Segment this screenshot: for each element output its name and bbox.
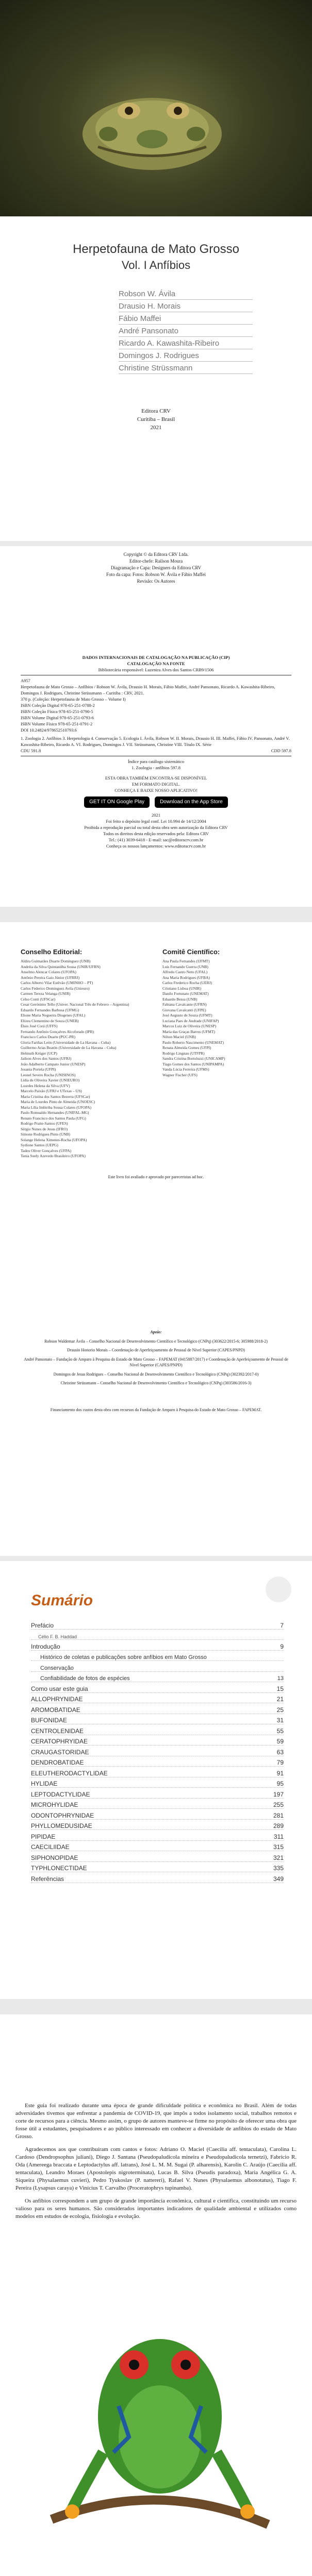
council-member: Fernando Antônio Gonçalves Alcoforado (IPB) bbox=[21, 1029, 94, 1034]
toc-entry[interactable] bbox=[31, 1672, 284, 1683]
toc-entry[interactable] bbox=[31, 1651, 284, 1662]
toc-entry-label: Como usar este guia bbox=[31, 1685, 88, 1692]
council-member: Carlos Alberto Vilar Estêvão (UMINHO – PT) bbox=[21, 980, 93, 985]
toc-entry-label: PHYLLOMEDUSIDAE bbox=[31, 1822, 92, 1829]
toc-entry[interactable] bbox=[31, 1799, 284, 1809]
council-member: Cesar Gerónimo Tello (Univer. Nacional Três de Febrero – Argentina) bbox=[21, 1002, 129, 1007]
toc-entry-label: Introdução bbox=[31, 1642, 60, 1650]
digital-note: CONHEÇA E BAIXE NOSSO APLICATIVO! bbox=[114, 788, 198, 793]
catalog-isbn: ISBN Volume Físico 978-65-251-0791-2 bbox=[21, 721, 93, 726]
toc-entry-label: CRAUGASTORIDAE bbox=[31, 1748, 89, 1756]
catalog-isbn: ISBN Volume Digital 978-65-251-0793-6 bbox=[21, 715, 94, 720]
toc-entry-label: Prefácio bbox=[31, 1621, 54, 1629]
toc-entry-label: Histórico de coletas e publicações sobre anfíbios em Mato Grosso bbox=[40, 1654, 207, 1660]
author-name: Fábio Maffei bbox=[119, 313, 253, 325]
tree-frog-illustration bbox=[41, 2282, 278, 2550]
toc-entry-page: 9 bbox=[280, 1642, 284, 1650]
committee-member: Giovana Cavalcanti (UFPE) bbox=[162, 1007, 206, 1012]
toc-entry-label: DENDROBATIDAE bbox=[31, 1759, 84, 1766]
committee-member: Marcos Luiz de Oliveira (UNESP) bbox=[162, 1024, 217, 1028]
google-play-badge[interactable]: GET IT ON Google Play bbox=[84, 796, 150, 808]
council-member: Solange Helena Ximenes-Rocha (UFOPA) bbox=[21, 1137, 87, 1142]
publisher-name: Editora CRV bbox=[141, 408, 171, 414]
editor-line: Editor-chefe: Railson Moura bbox=[129, 558, 183, 564]
catalog-isbn: ISBN Coleção Física 978-65-251-0790-5 bbox=[21, 709, 93, 714]
toc-entry-page: 349 bbox=[273, 1875, 284, 1883]
toc-entry[interactable] bbox=[31, 1735, 284, 1746]
toc-entry-page: 315 bbox=[273, 1843, 284, 1851]
scientific-committee bbox=[162, 948, 291, 1078]
council-member: Sydione Santos (UEPG) bbox=[21, 1143, 58, 1147]
toc-entry-page: 197 bbox=[273, 1790, 284, 1798]
catalog-entry: Herpetofauna de Mato Grosso – Anfíbios / Robson W. Ávila, Drausio H. Morais, Fábio Maffei, André Pansonato, Ricardo A. Kawashita-Ribeiro, Domingos J. Rodrigues, Christine Strüssmann – Curitiba : CRV, 2021. bbox=[21, 684, 275, 696]
publisher-block bbox=[0, 407, 312, 432]
toc-entry-page: 7 bbox=[280, 1621, 284, 1629]
horned-frog-illustration bbox=[67, 62, 237, 180]
toc-entry[interactable] bbox=[31, 1693, 284, 1704]
toc-entry-label: LEPTODACTYLIDAE bbox=[31, 1790, 90, 1798]
catalog-cdd: CDD 597.8 bbox=[271, 748, 291, 753]
toc-entry-page: 59 bbox=[276, 1738, 284, 1745]
toc-entry-label: BUFONIDAE bbox=[31, 1717, 68, 1724]
toc-entry-page: 281 bbox=[273, 1811, 284, 1819]
author-name: Ricardo A. Kawashita-Ribeiro bbox=[119, 338, 253, 349]
council-member: Renato Francisco dos Santos Paula (UFG) bbox=[21, 1115, 86, 1121]
toc-entry[interactable] bbox=[31, 1820, 284, 1831]
intro-text bbox=[15, 2102, 297, 2226]
council-member: João Adalberto Campato Junior (UNESP) bbox=[21, 1061, 86, 1066]
council-member: Anselmo Alencar Colares (UFOPA) bbox=[21, 970, 76, 974]
toc-entry-page: 79 bbox=[276, 1759, 284, 1766]
committee-member: Eduardo Bessa (UNB) bbox=[162, 996, 198, 1002]
toc-title: Sumário bbox=[31, 1592, 93, 1609]
council-member: Antônio Pereira Gaio Júnior (UFRRJ) bbox=[21, 975, 80, 980]
council-member: Tania Suely Azevedo Brasileiro (UFOPA) bbox=[21, 1154, 86, 1158]
photos-line: Foto da capa: Fotos: Robson W. Ávila e Fábio Maffei bbox=[106, 572, 206, 577]
catalog-card bbox=[21, 654, 291, 849]
intro-paragraph: Os anfíbios correspondem a um grupo de grande importância econômica, cultural e científica, constituindo um recurso valioso para os seres humanos. São considerados importantes indicadores de qualidade ambiental e utilizados como modelos em estudos de ecologia, fisiologia e evolução. bbox=[15, 2198, 297, 2219]
toc-entry-page: 95 bbox=[276, 1780, 284, 1787]
legal-line: Foi feito o depósito legal conf. Lei 10.994 de 14/12/2004 bbox=[106, 819, 206, 824]
toc-entry-page: 321 bbox=[273, 1854, 284, 1861]
digital-note: ESTA OBRA TAMBÉM ENCONTRA-SE DISPONÍVEL bbox=[105, 775, 207, 781]
book-title: Herpetofauna de Mato Grosso bbox=[73, 242, 239, 256]
toc-entry-page: 55 bbox=[276, 1727, 284, 1735]
intro-paragraph: Este guia foi realizado durante uma época de grande dificuldade política e econômica no Brasil. Além de todas adversidades tivemos que enfrentar a pandemia de COVID-19, que impôs a todos isolamento social, trabalhos remotos e corte de recursos para a ciência. Mesmo assim, o grupo de autores manteve-se firme no propósito de oferecer uma obra que fosse útil a estudantes, pesquisadores e ao público interessado em conhecer a diversidade de anfíbios do estado de Mato Grosso. bbox=[15, 2103, 297, 2140]
legal-line: Todos os direitos desta edição reservados pela: Editora CRV bbox=[103, 831, 209, 836]
index-title: Índice para catálogo sistemático bbox=[127, 759, 185, 764]
toc-entry-label: CERATOPHRYIDAE bbox=[31, 1738, 88, 1745]
council-member: Aldira Guimarães Duarte Domínguez (UNB) bbox=[21, 959, 91, 963]
toc-entry-label: HYLIDAE bbox=[31, 1780, 58, 1787]
committee-member: Luis Fernando Guerra (UNB) bbox=[162, 964, 208, 969]
toc-entry-page: 21 bbox=[276, 1696, 284, 1703]
council-member: Leonel Severo Rocha (UNISINOS) bbox=[21, 1072, 76, 1077]
council-member: Carlos Federico Dominguez Avila (Unieuro) bbox=[21, 986, 90, 991]
committee-member: Sandra Cristina Bortoluzzi (UNICAMP) bbox=[162, 1056, 225, 1061]
toc-entry-label: CENTROLENIDAE bbox=[31, 1727, 84, 1735]
committee-member: Tiago Gomes dos Santos (UNIPAMPA) bbox=[162, 1061, 224, 1066]
intro-paragraph: Agradecemos aos que contribuíram com cantos e fotos: Adriano O. Maciel (Caecilia aff. tentaculata), Carolina L. Cardoso (Dendropsophus juliani), Diego J. Santana (Pseudopaludicola mineira e Pseudopaludicola ternetzi), Fabrício R. Oda (Amereega braccata e Leptodactylus aff. latrans), José L. M. M. Sugai (P. alharensis), Karolin C. Araújo (Caecilia aff. tentaculata), Leandro Moraes (Apostolepis nigroterminata), Lucas B. Silva (Pseudis paradoxa), Maria Angélica G. A. Siqueira (Physalaemus cuvieri), Pedro Tyukoslav (P. nattereri), Rafael V. Nunes (Physalaemus albonotatus), Tiago F. Pereira (Lysapsus caraya) e Vinícius T. Carvalho (Proceratophrys tupinamba). bbox=[15, 2146, 297, 2191]
support-line: Robson Waldemar Ávila – Conselho Nacional de Desenvolvimento Científico e Tecnológico (CNPq) (303622/2015-6; 305988/2018-2) bbox=[44, 1338, 268, 1344]
support-line: Drausio Honorio Morais – Coordenação de Aperfeiçoamento de Pessoal de Nível Superior (CAPES/PNPD) bbox=[67, 1348, 245, 1352]
author-name: Drausio H. Morais bbox=[119, 301, 253, 312]
toc-entry-label: CAECILIIDAE bbox=[31, 1843, 70, 1851]
committee-member: Rodrigo Lingnau (UTFPR) bbox=[162, 1050, 205, 1056]
toc-entry[interactable] bbox=[31, 1788, 284, 1799]
council-member: Helmuth Krüger (UCP) bbox=[21, 1050, 57, 1056]
design-line: Diagramação e Capa: Designers da Editora CRV bbox=[110, 565, 202, 570]
committee-member: Danilo Fortunato (UNEMAT) bbox=[162, 991, 209, 996]
council-member: Maria Lília Imbiriba Sousa Colares (UFOPA) bbox=[21, 1105, 91, 1110]
committee-member: Renata Almeida Gomes (UFPI) bbox=[162, 1045, 211, 1050]
support-line: Domingos de Jesus Rodrigues – Conselho Nacional de Desenvolvimento Científico e Tecnológico (CNPq) (302392/2017-0) bbox=[53, 1371, 259, 1377]
peer-review-note: Este livro foi avaliado e aprovado por pareceristas ad hoc. bbox=[108, 1175, 204, 1179]
council-member: Elione Maria Nogueira Diogenes (UFAL) bbox=[21, 1013, 86, 1018]
toc-entry-label: Referências bbox=[31, 1875, 64, 1883]
support-line: André Pansonato – Fundação de Amparo à Pesquisa do Estado de Mato Grosso – FAPEMAT (0415887/2017) e Coordenação de Aperfeiçoamento de Pessoal de Nível Superior (CAPES/PNPD) bbox=[24, 1357, 288, 1367]
catalog-header: DADOS INTERNACIONAIS DE CATALOGAÇÃO NA PUBLICAÇÃO (CIP) bbox=[82, 655, 230, 660]
cover-photo bbox=[0, 0, 312, 216]
council-member: Francisco Carlos Duarte (PUC-PR) bbox=[21, 1035, 76, 1039]
table-of-contents bbox=[31, 1592, 284, 1883]
legal-line: Conheça os nossos lançamentos: www.editoracrv.com.br bbox=[106, 843, 206, 849]
toc-entry[interactable] bbox=[31, 1682, 284, 1693]
toc-entry[interactable] bbox=[31, 1661, 284, 1672]
council-member: Élsio José Corá (UFFS) bbox=[21, 1024, 58, 1028]
funding-note: Financiamento dos custos desta obra com recursos da Fundação de Amparo à Pesquisa do Estado de Mato Grosso – FAPEMAT. bbox=[50, 1407, 262, 1412]
catalog-code: A957 bbox=[21, 678, 30, 683]
author-name: Robson W. Ávila bbox=[119, 289, 253, 300]
cover-page bbox=[0, 0, 312, 541]
toc-entry-page: 289 bbox=[273, 1822, 284, 1829]
council-member: Marcelo Paixão (UFRJ e UTexas – US) bbox=[21, 1089, 82, 1093]
committee-member: Luciana Paes de Andrade (UNIFAP) bbox=[162, 1018, 219, 1023]
toc-entry-label: AROMOBATIDAE bbox=[31, 1706, 80, 1714]
council-member: Lídia de Oliveira Xavier (UNIEURO) bbox=[21, 1078, 80, 1082]
committee-member: Paulo Roberto Nascimento (UNEMAT) bbox=[162, 1040, 224, 1045]
toc-entry[interactable] bbox=[31, 1619, 284, 1630]
toc-entry[interactable] bbox=[31, 1745, 284, 1756]
committee-member: Vanda Lúcia Ferreira (UFMS) bbox=[162, 1067, 209, 1072]
catalog-isbn: ISBN Coleção Digital 978-65-251-0788-2 bbox=[21, 703, 95, 708]
author-name: Domingos J. Rodrigues bbox=[119, 350, 253, 362]
legal-line: 2021 bbox=[152, 812, 160, 818]
toc-entry-label: Confiabilidade de fotos de espécies bbox=[40, 1675, 130, 1682]
toc-entry[interactable] bbox=[31, 1756, 284, 1767]
committee-member: Alfredo Castro Neto (UFAL) bbox=[162, 970, 208, 974]
toc-entry-page: 63 bbox=[276, 1748, 284, 1756]
council-member: Elizeu Clementino de Souza (UNEB) bbox=[21, 1018, 79, 1023]
council-member: Maria Cristina dos Santos Bezerra (UFSCar) bbox=[21, 1094, 90, 1099]
book-subtitle: Vol. I Anfíbios bbox=[121, 259, 191, 272]
committee-member: José Augusto de Souza (UFMT) bbox=[162, 1013, 212, 1018]
toc-entry-label: ALLOPHRYNIDAE bbox=[31, 1696, 83, 1703]
council-member: Simone Rodrigues Pinto (UNB) bbox=[21, 1132, 71, 1137]
toc-entry-page: 335 bbox=[273, 1865, 284, 1872]
review-line: Revisão: Os Autores bbox=[137, 579, 175, 584]
catalog-pages: 370 p. (Coleção: Herpetofauna de Mato Grosso – Volume I) bbox=[21, 697, 126, 702]
toc-entry[interactable] bbox=[31, 1630, 284, 1640]
committee-member: Cristiano Lisboa (UNIR) bbox=[162, 986, 201, 991]
committee-member: Ana Maria Rodrigues (UFBA) bbox=[162, 975, 210, 980]
toc-entry-page: 255 bbox=[273, 1801, 284, 1808]
council-member: Lourdes Helena da Silva (UFV) bbox=[21, 1083, 70, 1088]
toc-entry[interactable] bbox=[31, 1767, 284, 1777]
toc-entry-page: 13 bbox=[277, 1675, 284, 1682]
author-name: Christine Strüssmann bbox=[119, 363, 253, 374]
council-member: Jailson Alves dos Santos (UFRJ) bbox=[21, 1056, 72, 1061]
catalog-librarian: Bibliotecária responsável: Luzenira Alves dos Santos CRB9/1506 bbox=[98, 667, 214, 672]
toc-entry-page: 15 bbox=[276, 1685, 284, 1692]
toc-entry[interactable] bbox=[31, 1703, 284, 1714]
committee-member: Maria das Graças Barros (UFMT) bbox=[162, 1029, 216, 1034]
toc-entry-label: SIPHONOPIDAE bbox=[31, 1854, 78, 1861]
council-member: Josania Portela (UFPI) bbox=[21, 1067, 56, 1072]
council-member: Carmen Tereza Velanga (UNIR) bbox=[21, 991, 71, 996]
author-name: André Pansonato bbox=[119, 326, 253, 337]
council-member: Andréia da Silva Quintanilha Sousa (UNIR/UFRN) bbox=[21, 964, 101, 969]
council-member: Paulo Romualdo Hernandes (UNIFAL-MG) bbox=[21, 1110, 89, 1115]
toc-entry[interactable] bbox=[31, 1809, 284, 1820]
council-member: Eduardo Fernandes Barbosa (UFMG) bbox=[21, 1007, 79, 1012]
toc-entry-page: 91 bbox=[276, 1769, 284, 1777]
committee-member: Wagner Fischer (UFS) bbox=[162, 1072, 198, 1077]
toc-entry[interactable] bbox=[31, 1640, 284, 1651]
committee-member: Fabiana Cavalcante (UFRN) bbox=[162, 1002, 207, 1007]
author-list bbox=[119, 289, 253, 375]
council-member: Gloria Fariñas León (Universidade de La Havana – Cuba) bbox=[21, 1040, 111, 1045]
toc-entry[interactable] bbox=[31, 1862, 284, 1873]
toc-entry[interactable] bbox=[31, 1714, 284, 1725]
toc-entry-label: MICROHYLIDAE bbox=[31, 1801, 78, 1808]
publisher-city: Curitiba – Brasil bbox=[137, 416, 175, 422]
toc-entry-page: 31 bbox=[276, 1717, 284, 1724]
catalog-subheader: CATALOGAÇÃO NA FONTE bbox=[127, 661, 185, 666]
catalog-cdu: CDU 591.8 bbox=[21, 748, 41, 753]
credits-block bbox=[0, 551, 312, 585]
toc-entry-page: 311 bbox=[273, 1833, 284, 1840]
toc-entry-label: Célio F. B. Haddad bbox=[38, 1634, 77, 1639]
council-member: Celso Conti (UFSCar) bbox=[21, 996, 56, 1002]
council-member: Sérgio Nunes de Jesus (IFRO) bbox=[21, 1126, 68, 1131]
toc-entry-label: TYPHLONECTIDAE bbox=[31, 1865, 87, 1872]
copyright-line: Copyright © da Editora CRV Ltda. bbox=[123, 552, 189, 557]
catalog-subjects: 1. Zoologia 2. Anfíbios 3. Herpetologia 4. Conservação 5. Ecologia I. Ávila, Robson W. II. Morais, Drausio H. III. Maffei, Fábio IV. Pansonato, André V. Kawashita-Ribeiro, Ricardo A. VI. Rodrigues, Domingos J. VII. Strüssmann, Christine VIII. Título IX. Série bbox=[21, 736, 290, 747]
toc-entry[interactable] bbox=[31, 1830, 284, 1841]
toc-entry-label: Conservação bbox=[40, 1665, 74, 1671]
toc-entry[interactable] bbox=[31, 1851, 284, 1862]
toc-entry[interactable] bbox=[31, 1872, 284, 1883]
toc-entry-label: PIPIDAE bbox=[31, 1833, 56, 1840]
toc-entry-label: ELEUTHERODACTYLIDAE bbox=[31, 1769, 108, 1777]
digital-note: EM FORMATO DIGITAL. bbox=[132, 782, 180, 787]
committee-member: Nilton Maciel (UNB) bbox=[162, 1035, 196, 1039]
support-line: Christine Strüssmann – Conselho Nacional de Desenvolvimento Científico e Tecnológico (CNPq) (303586/2016-3) bbox=[60, 1381, 252, 1385]
legal-line: Tel.: (41) 3039-6418 - E-mail: sac@editoracrv.com.br bbox=[108, 837, 204, 842]
support-heading: Apoio: bbox=[150, 1330, 162, 1334]
toc-entry[interactable] bbox=[31, 1841, 284, 1852]
council-member: Rodrigo Pratte-Santos (UFES) bbox=[21, 1121, 68, 1126]
council-member: Guillermo Arias Beatón (Universidade de La Havana – Cuba) bbox=[21, 1045, 117, 1050]
catalog-doi: DOI 10.24824/978652510793.6 bbox=[21, 727, 77, 733]
legal-line: Proibida a reprodução parcial ou total desta obra sem autorização da Editora CRV bbox=[84, 825, 228, 830]
committee-member: Ana Paula Fernandes (UFMT) bbox=[162, 959, 210, 963]
index-entry: 1. Zoologia - anfíbios 597.8 bbox=[132, 765, 180, 770]
editorial-council bbox=[21, 948, 150, 1159]
council-member: Tadeu Oliver Gonçalves (UFPA) bbox=[21, 1148, 72, 1153]
editorial-council-title: Conselho Editorial: bbox=[21, 948, 83, 956]
support-section bbox=[21, 1329, 291, 1413]
toc-entry[interactable] bbox=[31, 1724, 284, 1735]
app-store-badge[interactable]: Download on the App Store bbox=[155, 796, 228, 808]
scientific-committee-title: Comitê Científico: bbox=[162, 948, 220, 956]
toc-entry-page: 25 bbox=[276, 1706, 284, 1714]
toc-entry[interactable] bbox=[31, 1777, 284, 1788]
council-member: Maria de Lourdes Pinto de Almeida (UNOESC) bbox=[21, 1099, 95, 1104]
publication-year: 2021 bbox=[150, 425, 162, 431]
committee-member: Carlos Frederico Rocha (UERJ) bbox=[162, 980, 212, 985]
toc-entry-label: ODONTOPHRYNIDAE bbox=[31, 1811, 94, 1819]
